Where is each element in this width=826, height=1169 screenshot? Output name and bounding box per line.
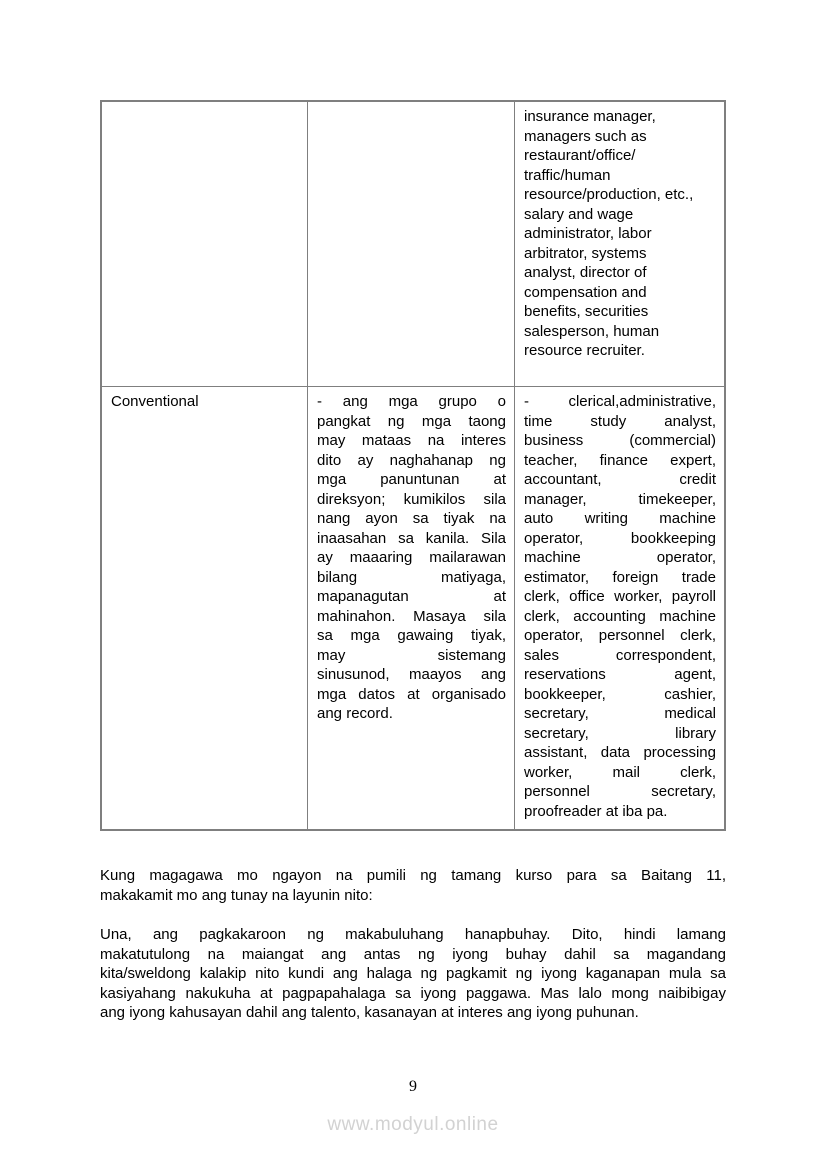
text-line: salesperson, human bbox=[524, 322, 660, 340]
text-line: secretary, medical bbox=[524, 705, 716, 722]
text-line: nang ayon sa tiyak na bbox=[317, 510, 506, 527]
text-line: clerk, accounting machine bbox=[524, 607, 716, 625]
table-row-continuation bbox=[102, 102, 724, 387]
text-line: makatutulong na maiangat ang antas ng iyong buhay dahil sa magandang bbox=[100, 945, 726, 963]
text-line: accountant, credit bbox=[524, 471, 716, 488]
text-line: mapanagutan at bbox=[317, 588, 506, 605]
cell-occupations bbox=[515, 387, 724, 829]
text-line: auto writing machine bbox=[524, 510, 716, 527]
career-type-text: Conventional bbox=[111, 393, 199, 410]
text-line: traffic/human bbox=[524, 166, 611, 184]
text-line: kita/sweldong kalakip nito kundi ang halaga ng pagkamit ng iyong kaganapan mula sa bbox=[100, 965, 726, 982]
text-line: resource/production, etc., bbox=[524, 186, 694, 203]
text-line: worker, mail clerk, bbox=[524, 763, 716, 781]
text-line: mga panuntunan at bbox=[317, 471, 506, 488]
cell-career-type-label bbox=[102, 387, 308, 829]
text-line: sa mga gawaing tiyak, bbox=[317, 627, 506, 644]
text-line: proofreader at iba pa. bbox=[524, 802, 668, 820]
text-line: assistant, data processing bbox=[524, 744, 716, 761]
text-line: compensation and bbox=[524, 283, 647, 301]
text-line: ang iyong kahusayan dahil ang talento, kasanayan at interes ang iyong puhunan. bbox=[100, 1004, 639, 1021]
text-line: direksyon; kumikilos sila bbox=[317, 490, 506, 508]
text-line: teacher, finance expert, bbox=[524, 451, 716, 469]
text-line: insurance manager, bbox=[524, 108, 656, 125]
text-line: kasiyahang nakukuha at pagpapahalaga sa iyong paggawa. Mas lalo mong naibibigay bbox=[100, 984, 726, 1002]
text-line: salary and wage bbox=[524, 205, 634, 223]
text-line: bilang matiyaga, bbox=[317, 568, 506, 586]
text-line: managers such as bbox=[524, 127, 647, 145]
text-line: personnel secretary, bbox=[524, 783, 716, 800]
cell-occupations-continuation bbox=[515, 102, 724, 386]
text-line: bookkeeper, cashier, bbox=[524, 685, 716, 703]
text-line: reservations agent, bbox=[524, 666, 716, 683]
text-line: estimator, foreign trade bbox=[524, 568, 716, 586]
cell-description-empty bbox=[308, 102, 515, 386]
text-line: mga datos at organisado bbox=[317, 685, 506, 703]
text-line: clerk, office worker, payroll bbox=[524, 588, 716, 605]
text-line: Una, ang pagkakaroon ng makabuluhang hanapbuhay. Dito, hindi lamang bbox=[100, 926, 726, 943]
watermark-text: www.modyul.online bbox=[327, 1114, 499, 1135]
text-line: manager, timekeeper, bbox=[524, 490, 716, 508]
text-line: time study analyst, bbox=[524, 412, 716, 430]
text-line: inaasahan sa kanila. Sila bbox=[317, 529, 506, 547]
table-row-conventional bbox=[102, 387, 724, 829]
text-line: - ang mga grupo o bbox=[317, 393, 506, 410]
cell-description bbox=[308, 387, 515, 829]
text-line: - clerical,administrative, bbox=[524, 393, 716, 410]
paragraph-una bbox=[100, 925, 726, 1023]
text-line: dito ay naghahanap ng bbox=[317, 451, 506, 469]
text-line: may sistemang bbox=[317, 646, 506, 664]
text-line: Kung magagawa mo ngayon na pumili ng tamang kurso para sa Baitang 11, bbox=[100, 867, 726, 884]
text-line: pangkat ng mga taong bbox=[317, 412, 506, 430]
text-line: restaurant/office/ bbox=[524, 147, 636, 164]
paragraph-intro bbox=[100, 866, 726, 905]
career-types-table bbox=[100, 100, 726, 831]
text-line: secretary, library bbox=[524, 724, 716, 742]
text-line: arbitrator, systems bbox=[524, 244, 647, 262]
text-line: administrator, labor bbox=[524, 225, 652, 242]
text-line: may mataas na interes bbox=[317, 432, 506, 449]
cell-career-type-empty bbox=[102, 102, 308, 386]
text-line: ang record. bbox=[317, 705, 393, 722]
text-line: mahinahon. Masaya sila bbox=[317, 607, 506, 625]
page-number: 9 bbox=[409, 1078, 417, 1095]
text-line: machine operator, bbox=[524, 549, 716, 566]
text-line: benefits, securities bbox=[524, 303, 649, 320]
text-line: sales correspondent, bbox=[524, 646, 716, 664]
text-line: ay maaaring mailarawan bbox=[317, 549, 506, 566]
text-line: sinusunod, maayos ang bbox=[317, 666, 506, 683]
text-line: business (commercial) bbox=[524, 432, 716, 449]
text-line: makakamit mo ang tunay na layunin nito: bbox=[100, 886, 373, 904]
text-line: analyst, director of bbox=[524, 264, 647, 281]
text-line: resource recruiter. bbox=[524, 342, 645, 359]
text-line: operator, bookkeeping bbox=[524, 529, 716, 547]
text-line: operator, personnel clerk, bbox=[524, 627, 716, 644]
